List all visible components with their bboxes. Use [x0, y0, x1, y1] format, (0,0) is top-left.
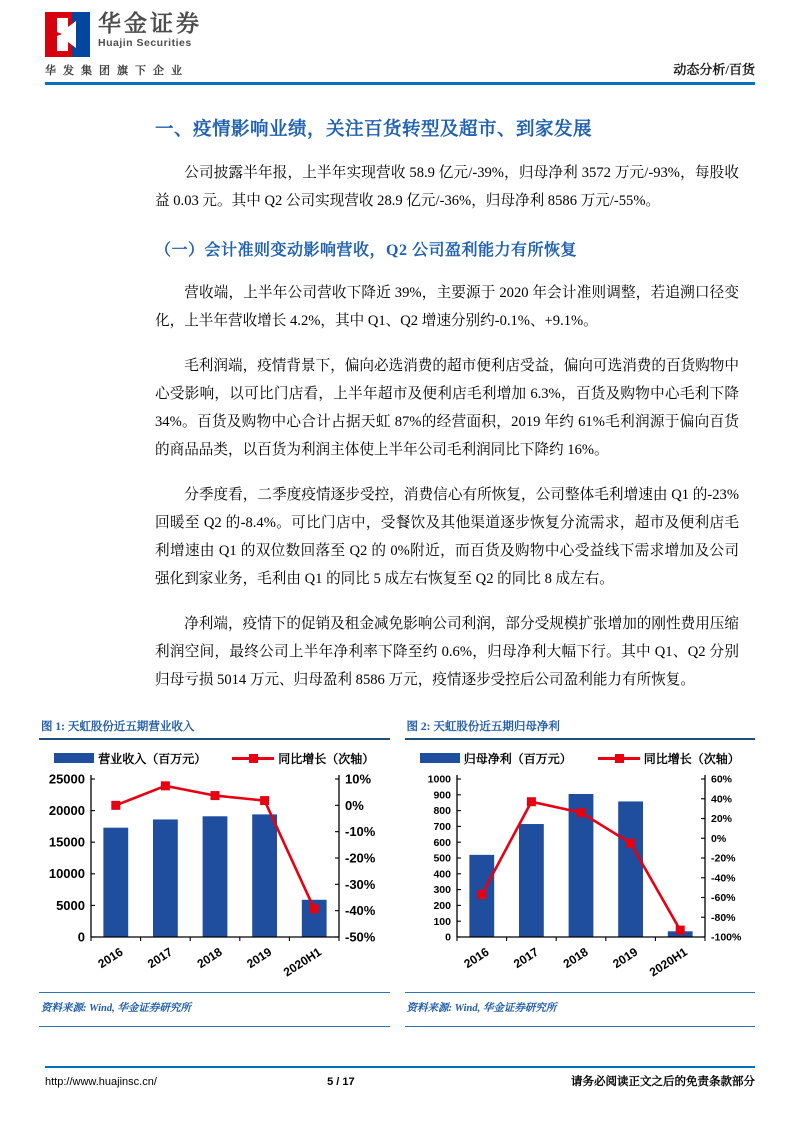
paragraph: 毛利润端，疫情背景下，偏向必选消费的超市便利店受益，偏向可选消费的百货购物中心受影响，以可比门店看，上半年超市及便利店毛利增加 6.3%，百货及购物中心毛利下降 34%。百货及购物中心合计占据天虹 87%的经营面积，2019 年约 61%毛利润源于偏向百货的商品品类，以百货为利润主体使上半年公司毛利润同比下降约 16%。 — [155, 357, 739, 458]
section-heading: 一、疫情影响业绩，关注百货转型及超市、到家发展 — [155, 120, 593, 140]
svg-text:2020H1: 2020H1 — [646, 944, 690, 980]
svg-text:15000: 15000 — [48, 834, 85, 850]
paragraph: 公司披露半年报，上半年实现营收 58.9 亿元/-39%，归母净利 3572 万元/-93%，每股收益 0.03 元。其中 Q2 公司实现营收 28.9 亿元/-36%，归母净利 8586 万元/-55%。 — [155, 165, 739, 210]
legend-item-line — [598, 750, 740, 767]
svg-text:0%: 0% — [710, 832, 726, 845]
paragraph: 营收端，上半年公司营收下降近 39%，主要源于 2020 年会计准则调整，若追溯口径变化，上半年营收增长 4.2%，其中 Q1、Q2 增速分别约-0.1%、+9.1%。 — [155, 284, 739, 329]
bar-swatch-icon — [420, 753, 460, 763]
svg-text:100: 100 — [432, 915, 451, 928]
svg-text:2019: 2019 — [244, 944, 275, 971]
svg-text:-60%: -60% — [710, 891, 736, 904]
figure-1-panel — [39, 716, 390, 1027]
svg-text:0%: 0% — [345, 797, 364, 813]
brand-name-cn: 华金证券 — [98, 10, 202, 36]
svg-text:25000: 25000 — [48, 771, 85, 787]
brand-tagline: 华发集团旗下企业 — [45, 65, 189, 77]
brand-text — [98, 12, 202, 49]
svg-text:2016: 2016 — [95, 944, 126, 971]
svg-text:2017: 2017 — [510, 944, 541, 971]
svg-text:60%: 60% — [710, 773, 732, 786]
svg-text:600: 600 — [432, 836, 451, 849]
svg-text:200: 200 — [432, 899, 451, 912]
svg-text:500: 500 — [432, 852, 451, 865]
page-number: 5 / 17 — [327, 1076, 355, 1088]
figure-1-source: 资料来源: Wind, 华金证券研究所 — [41, 1002, 191, 1014]
company-url-link[interactable]: http://www.huajinsc.cn/ — [45, 1076, 157, 1088]
svg-text:400: 400 — [432, 868, 451, 881]
text-block — [155, 118, 739, 694]
figures-row — [39, 716, 755, 1027]
svg-text:10000: 10000 — [48, 866, 85, 882]
legend-label: 同比增长（次轴） — [643, 751, 740, 766]
svg-text:-20%: -20% — [710, 852, 736, 865]
svg-text:2017: 2017 — [145, 944, 176, 971]
brand-row — [45, 12, 755, 57]
legend-label: 营业收入（百万元） — [98, 751, 207, 766]
svg-text:300: 300 — [432, 884, 451, 897]
figure-2-panel — [405, 716, 756, 1027]
brand-name-en: Huajin Securities — [98, 37, 192, 49]
net-profit-chart — [405, 767, 757, 983]
figure-2-source: 资料来源: Wind, 华金证券研究所 — [406, 1002, 557, 1014]
line-swatch-icon — [232, 754, 274, 763]
svg-text:0: 0 — [77, 929, 85, 945]
footer-divider — [45, 1066, 755, 1068]
header-tag-row — [45, 59, 755, 78]
svg-text:1000: 1000 — [427, 773, 451, 786]
svg-text:900: 900 — [432, 789, 451, 802]
svg-text:-40%: -40% — [345, 902, 376, 918]
figure-2-legend — [405, 750, 756, 767]
report-category: 动态分析/百货 — [673, 62, 755, 77]
svg-text:-40%: -40% — [710, 872, 736, 885]
figure-1-chart-area — [39, 740, 390, 988]
legend-item-line — [232, 750, 374, 767]
svg-text:-80%: -80% — [710, 911, 736, 924]
figure-divider — [405, 1026, 756, 1027]
svg-text:2019: 2019 — [609, 944, 640, 971]
svg-text:2018: 2018 — [194, 944, 225, 971]
disclaimer-text: 请务必阅读正文之后的免责条款部分 — [571, 1076, 755, 1088]
svg-text:700: 700 — [432, 820, 451, 833]
paragraph: 净利端，疫情下的促销及租金减免影响公司利润，部分受规模扩张增加的刚性费用压缩利润空间，最终公司上半年净利率下降至约 0.6%，归母净利大幅下行。其中 Q1、Q2 分别归母亏损 5014 万元、归母盈利 8586 万元，疫情逐步受控后公司盈利能力有所恢复。 — [155, 615, 739, 688]
figure-divider — [39, 1026, 390, 1027]
legend-item-bar — [54, 750, 206, 767]
revenue-chart — [39, 767, 391, 983]
page-header — [0, 0, 793, 85]
figure-2-title: 图 2: 天虹股份近五期归母净利 — [405, 716, 756, 740]
figure-1-legend — [39, 750, 390, 767]
bar-swatch-icon — [54, 753, 94, 763]
header-divider — [45, 82, 755, 85]
svg-text:800: 800 — [432, 805, 451, 818]
legend-label: 同比增长（次轴） — [278, 751, 375, 766]
svg-text:-30%: -30% — [345, 876, 376, 892]
figure-1-title: 图 1: 天虹股份近五期营业收入 — [39, 716, 390, 740]
figure-2-chart-area — [405, 740, 756, 988]
subsection-heading: （一）会计准则变动影响营收，Q2 公司盈利能力有所恢复 — [155, 242, 577, 260]
svg-text:10%: 10% — [345, 771, 372, 787]
report-content — [0, 118, 793, 1027]
svg-text:-10%: -10% — [345, 823, 376, 839]
svg-text:5000: 5000 — [56, 897, 85, 913]
legend-item-bar — [420, 750, 572, 767]
page-footer — [45, 1066, 755, 1089]
svg-text:-100%: -100% — [710, 931, 741, 944]
svg-text:2018: 2018 — [560, 944, 591, 971]
svg-text:20%: 20% — [710, 812, 732, 825]
svg-text:20000: 20000 — [48, 802, 85, 818]
svg-text:2020H1: 2020H1 — [280, 944, 324, 980]
paragraph: 分季度看，二季度疫情逐步受控，消费信心有所恢复，公司整体毛利增速由 Q1 的-23%回暖至 Q2 的-8.4%。可比门店中，受餐饮及其他渠道逐步恢复分流需求，超市及便利店毛利增速由 Q1 的双位数回落至 Q2 的 0%附近，而百货及购物中心受益线下需求增加及公司强化到家业务，毛利由 Q1 的同比 5 成左右恢复至 Q2 的同比 8 成左右。 — [155, 486, 739, 587]
svg-text:40%: 40% — [710, 793, 732, 806]
svg-text:-20%: -20% — [345, 850, 376, 866]
svg-text:2016: 2016 — [460, 944, 491, 971]
legend-label: 归母净利（百万元） — [463, 751, 572, 766]
line-swatch-icon — [598, 754, 640, 763]
huajin-logo-icon — [45, 12, 90, 57]
svg-text:0: 0 — [444, 931, 451, 944]
footer-row — [45, 1073, 755, 1089]
svg-text:-50%: -50% — [345, 929, 376, 945]
